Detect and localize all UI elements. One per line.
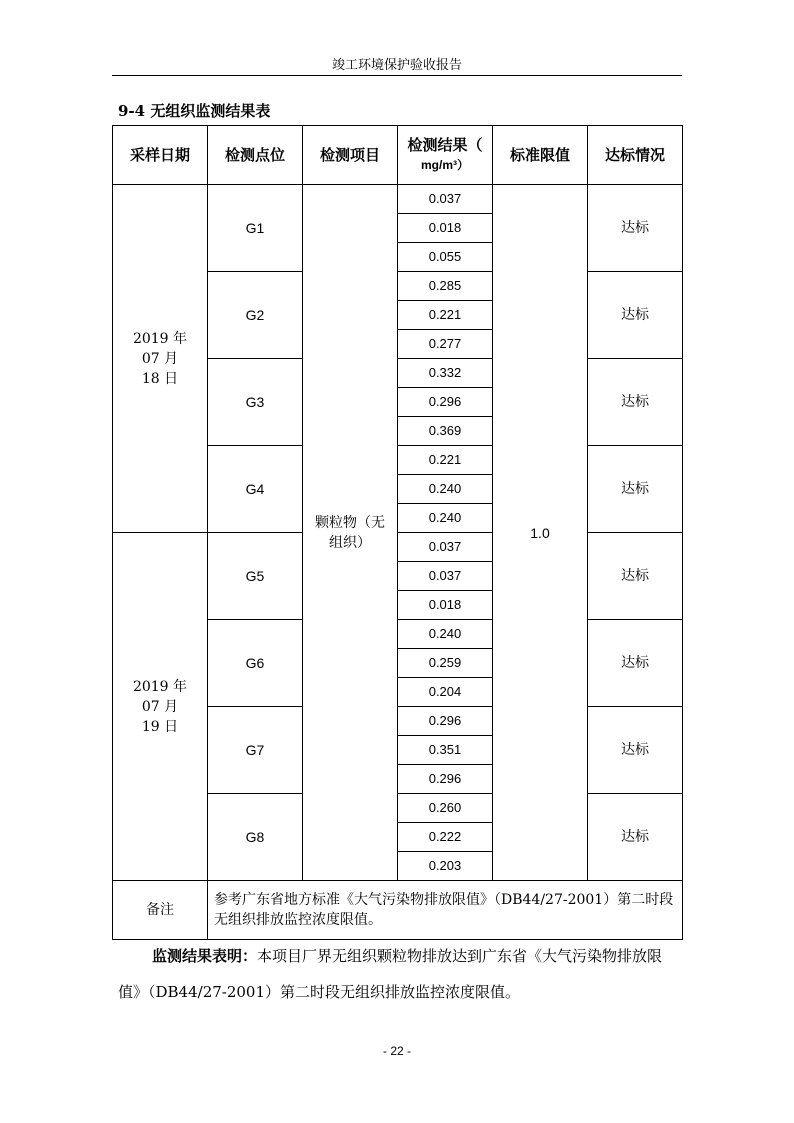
remark-text: 参考广东省地方标准《大气污染物排放限值》（DB44/27-2001）第二时段无组织排放监控浓度限值。 [208,881,683,940]
standard-limit-cell: 1.0 [493,185,588,881]
header-date: 采样日期 [113,126,208,185]
header-status: 达标情况 [588,126,683,185]
compliance-status-cell: 达标 [588,446,683,533]
result-value-cell: 0.296 [398,388,493,417]
result-value-cell: 0.221 [398,301,493,330]
results-table [112,125,683,940]
compliance-status-cell: 达标 [588,359,683,446]
compliance-status-cell: 达标 [588,185,683,272]
header-limit: 标准限值 [493,126,588,185]
header-result-unit: mg/m³） [420,158,469,172]
result-value-cell: 0.222 [398,823,493,852]
result-value-cell: 0.037 [398,533,493,562]
monitoring-point-cell: G2 [208,272,303,359]
page-number: - 22 - [382,1044,411,1058]
sampling-date-cell: 2019 年 07 月 18 日 [113,185,208,533]
running-header: 竣工环境保护验收报告 [331,58,462,73]
compliance-status-cell: 达标 [588,707,683,794]
header-rule [112,75,682,76]
result-value-cell: 0.332 [398,359,493,388]
result-value-cell: 0.260 [398,794,493,823]
monitoring-point-cell: G8 [208,794,303,881]
monitoring-point-cell: G6 [208,620,303,707]
monitoring-point-cell: G1 [208,185,303,272]
compliance-status-cell: 达标 [588,272,683,359]
sampling-date-cell: 2019 年 07 月 19 日 [113,533,208,881]
result-value-cell: 0.018 [398,591,493,620]
result-value-cell: 0.259 [398,649,493,678]
conclusion-text: 本项目厂界无组织颗粒物排放达到广东省《大气污染物排放限值》（DB44/27-2001）第二时段无组织排放监控浓度限值。 [118,947,663,1001]
header-item: 检测项目 [303,126,398,185]
section-title: 9-4 无组织监测结果表 [118,102,271,120]
compliance-status-cell: 达标 [588,794,683,881]
result-value-cell: 0.296 [398,765,493,794]
result-value-cell: 0.285 [398,272,493,301]
result-value-cell: 0.351 [398,736,493,765]
table-row [113,185,683,214]
monitoring-point-cell: G5 [208,533,303,620]
result-value-cell: 0.037 [398,185,493,214]
result-value-cell: 0.204 [398,678,493,707]
test-item-cell: 颗粒物（无组织） [303,185,398,881]
monitoring-point-cell: G3 [208,359,303,446]
result-value-cell: 0.240 [398,620,493,649]
result-value-cell: 0.277 [398,330,493,359]
result-value-cell: 0.203 [398,852,493,881]
compliance-status-cell: 达标 [588,533,683,620]
monitoring-point-cell: G7 [208,707,303,794]
conclusion-label: 监测结果表明： [152,947,258,965]
result-value-cell: 0.296 [398,707,493,736]
result-value-cell: 0.018 [398,214,493,243]
result-value-cell: 0.369 [398,417,493,446]
remark-label: 备注 [113,881,208,940]
table-body [113,185,683,881]
result-value-cell: 0.221 [398,446,493,475]
table-row [113,533,683,562]
result-value-cell: 0.055 [398,243,493,272]
header-result [398,126,493,185]
remark-row [113,881,683,940]
result-value-cell: 0.037 [398,562,493,591]
monitoring-point-cell: G4 [208,446,303,533]
header-result-label: 检测结果（ [407,136,483,154]
result-value-cell: 0.240 [398,504,493,533]
header-point: 检测点位 [208,126,303,185]
table-header-row [113,126,683,185]
conclusion-paragraph [118,938,678,1010]
compliance-status-cell: 达标 [588,620,683,707]
result-value-cell: 0.240 [398,475,493,504]
